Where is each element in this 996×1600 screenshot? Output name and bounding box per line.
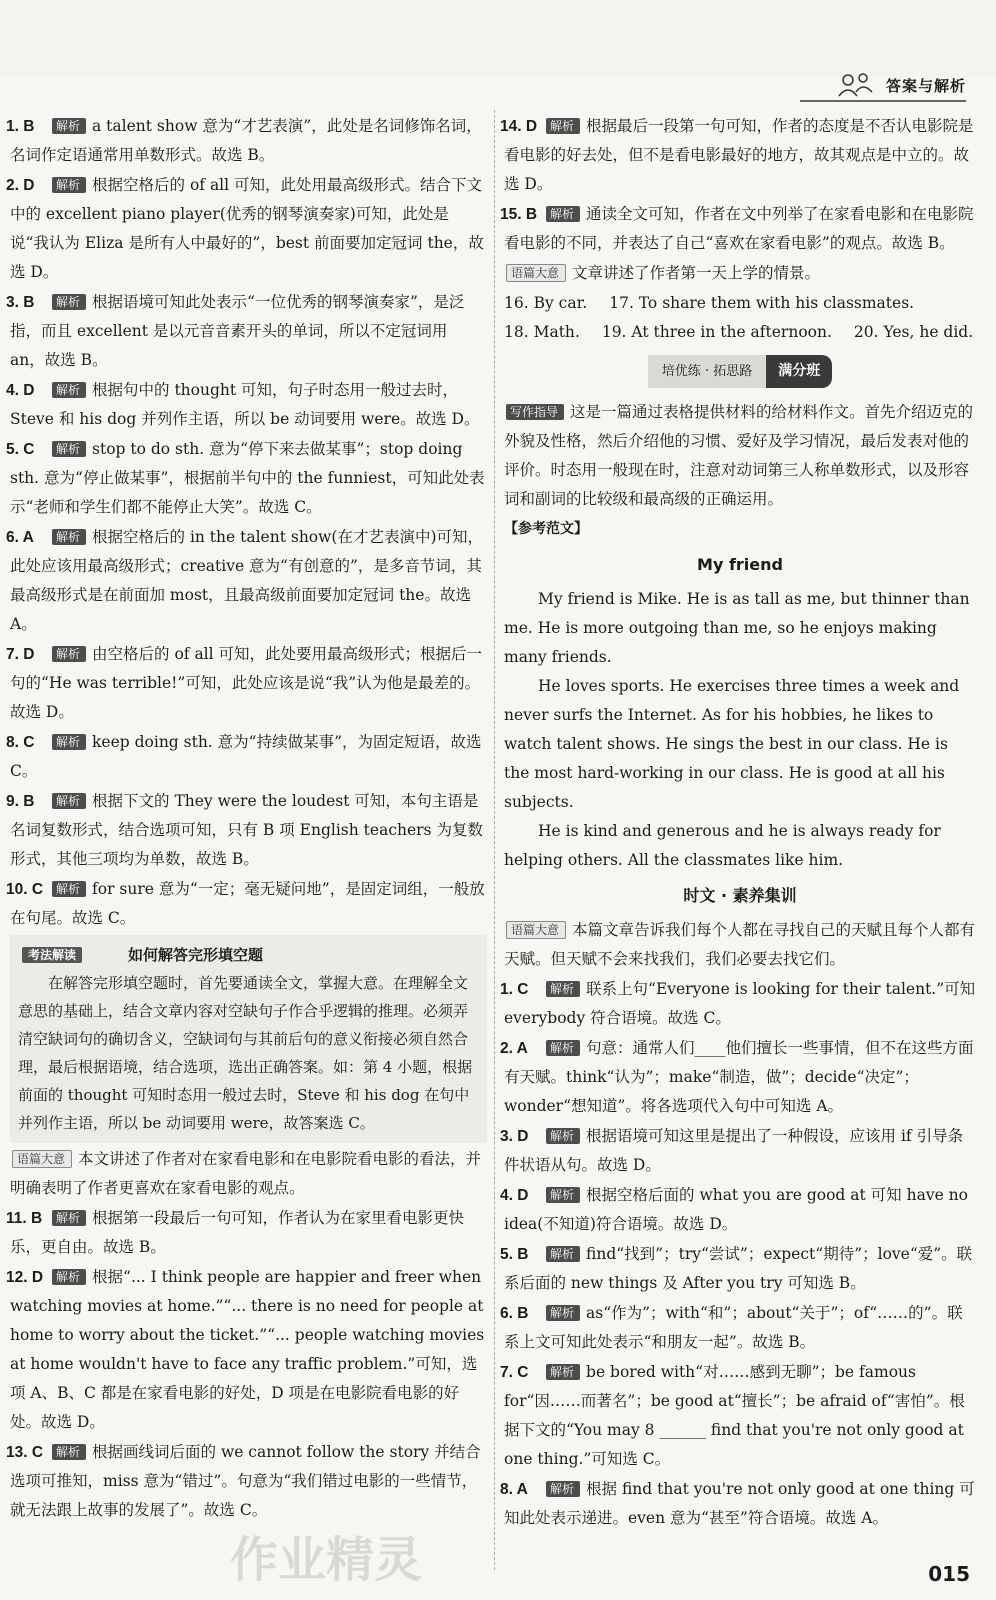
- essay: [504, 585, 976, 875]
- kaofa-text: 在解答完形填空题时，首先要通读全文，掌握大意。在理解全文意思的基础上，结合文章内容对空缺句子作合乎逻辑的推理。必须弄清空缺词句的确切含义，空缺词句与其前后句的意义衔接必须自然合理，最后根据语境，结合选项，选出正确答案。如：第 4 小题，根据前面的 thought 可知时态用一般过去时，Steve 和 his dog 在句中并列作主语，所以 be 动词要用 were，故答案选 C。: [18, 974, 473, 1132]
- answer-item: [6, 787, 487, 874]
- section-banner: [504, 355, 976, 388]
- jiexi-tag: 解析: [546, 1187, 580, 1203]
- answer-item: [500, 1240, 976, 1298]
- page-header: [836, 72, 966, 98]
- answer-item: [6, 1263, 487, 1437]
- answer-17: 17. To share them with his classmates.: [609, 294, 915, 312]
- right-column: [500, 112, 976, 1534]
- answer-item: [500, 1475, 976, 1533]
- jiexi-tag: 解析: [52, 1210, 86, 1226]
- kaofa-title: 如何解答完形填空题: [128, 946, 264, 964]
- item-number: 3. B: [6, 294, 35, 311]
- essay-paragraph: My friend is Mike. He is as tall as me, but thinner than me. He is more outgoing than me, so he enjoys making many friends.: [504, 590, 970, 666]
- short-answers: [504, 289, 976, 347]
- reference-label: 【参考范文】: [504, 521, 588, 537]
- jiexi-tag: 解析: [52, 382, 86, 398]
- answer-item: [500, 1358, 976, 1474]
- item-number: 12. D: [6, 1269, 44, 1286]
- answer-item: [6, 112, 487, 170]
- item-text: 根据句中的 thought 可知，句子时态用一般过去时，Steve 和 his dog 并列作主语，所以 be 动词要用 were。故选 D。: [10, 381, 480, 428]
- item-text: 根据空格后的 of all 可知，此处用最高级形式。结合下文中的 excellent piano player(优秀的钢琴演奏家)可知，此处是说“我认为 Eliza 是所有人中最好的”，best 前面要加定冠词 the，故选 D。: [10, 176, 484, 281]
- right-summary-2-text: 本篇文章告诉我们每个人都在寻找自己的天赋且每个人都有天赋。但天赋不会来找我们，我们必要去找它们。: [504, 921, 976, 968]
- item-number: 8. A: [500, 1481, 528, 1498]
- summary-tag: 语篇大意: [12, 1150, 72, 1168]
- item-number: 5. C: [6, 441, 35, 458]
- right-summary-1-text: 文章讲述了作者第一天上学的情景。: [572, 264, 821, 282]
- item-text: 联系上句“Everyone is looking for their talent.”可知 everybody 符合语境。故选 C。: [504, 980, 976, 1027]
- item-number: 4. D: [6, 382, 35, 399]
- watermark: 作业精灵: [230, 1532, 423, 1588]
- jiexi-tag: 解析: [546, 1246, 580, 1262]
- item-number: 15. B: [500, 206, 538, 223]
- item-text: stop to do sth. 意为“停下来去做某事”；stop doing sth. 意为“停止做某事”，根据前半句中的 the funniest，可知此处表示“老师和学生们都不能停止大笑”。故选 C。: [10, 440, 485, 516]
- jiexi-tag: 解析: [52, 1444, 86, 1460]
- item-text: as“作为”；with“和”；about“关于”；of“……的”。联系上文可知此处表示“和朋友一起”。故选 B。: [504, 1304, 963, 1351]
- summary-tag: 语篇大意: [506, 264, 566, 282]
- item-number: 8. C: [6, 734, 35, 751]
- answer-19: 19. At three in the afternoon.: [601, 323, 832, 341]
- item-number: 9. B: [6, 793, 35, 810]
- people-icon: [836, 72, 876, 98]
- left-column: [6, 112, 487, 1526]
- item-text: 根据第一段最后一句可知，作者认为在家里看电影更快乐，更自由。故选 B。: [10, 1209, 465, 1256]
- answer-item: [6, 376, 487, 434]
- answer-item: [6, 523, 487, 639]
- answer-item: [6, 640, 487, 727]
- jiexi-tag: 解析: [52, 441, 86, 457]
- answer-item: [500, 1181, 976, 1239]
- writing-guide-text: 这是一篇通过表格提供材料的给材料作文。首先介绍迈克的外貌及性格，然后介绍他的习惯、爱好及学习情况，最后发表对他的评价。时态用一般现在时，注意对动词第三人称单数形式，以及形容词和副词的比较级和最高级的正确运用。: [504, 403, 974, 508]
- jiexi-tag: 解析: [546, 981, 580, 997]
- answer-item: [500, 1034, 976, 1121]
- banner-right: 满分班: [766, 355, 832, 388]
- kaofa-tag: 考法解读: [22, 947, 82, 963]
- item-text: 根据“... I think people are happier and freer when watching movies at home.”“... there is no need for people at home to worry about the ticket.”“... people watching movies at home wouldn't have to face any traffic problem.”可知，选项 A、B、C 都是在家看电影的好处，D 项是在电影院看电影的好处。故选 D。: [10, 1268, 485, 1431]
- writing-tag: 写作指导: [506, 404, 564, 420]
- item-text: 根据最后一段第一句可知，作者的态度是不否认电影院是看电影的好去处，但不是看电影最好的地方，故其观点是中立的。故选 D。: [504, 117, 974, 193]
- item-text: 根据 find that you're not only good at one thing 可知此处表示递进。even 意为“甚至”符合语境。故选 A。: [504, 1480, 975, 1527]
- item-text: find“找到”；try“尝试”；expect“期待”；love“爱”。联系后面的 new things 及 After you try 可知选 B。: [504, 1245, 973, 1292]
- item-number: 11. B: [6, 1210, 43, 1227]
- jiexi-tag: 解析: [546, 118, 580, 134]
- item-number: 2. D: [6, 177, 35, 194]
- essay-title: My friend: [697, 555, 783, 574]
- header-title: 答案与解析: [885, 76, 966, 95]
- item-number: 7. C: [500, 1364, 529, 1381]
- jiexi-tag: 解析: [546, 1305, 580, 1321]
- item-text: 根据空格后的 in the talent show(在才艺表演中)可知，此处应该用最高级形式；creative 意为“有创意的”，是多音节词，其最高级形式是在前面加 most，且最高级前面要加定冠词 the。故选 A。: [10, 528, 483, 633]
- answer-item: [500, 1299, 976, 1357]
- answer-item: [6, 288, 487, 375]
- item-number: 4. D: [500, 1187, 529, 1204]
- essay-paragraph: He loves sports. He exercises three times a week and never surfs the Internet. As for his hobbies, he likes to watch talent shows. He sings the best in our class. He is the most hard-working in our class. He is good at all his subjects.: [504, 677, 960, 811]
- jiexi-tag: 解析: [546, 1481, 580, 1497]
- jiexi-tag: 解析: [52, 118, 86, 134]
- jiexi-tag: 解析: [52, 881, 86, 897]
- section2-title: 时文 · 素养集训: [683, 886, 797, 905]
- jiexi-tag: 解析: [52, 294, 86, 310]
- item-text: a talent show 意为“才艺表演”，此处是名词修饰名词，名词作定语通常用单数形式。故选 B。: [10, 117, 482, 164]
- item-number: 13. C: [6, 1444, 44, 1461]
- header-rule: [800, 100, 966, 102]
- item-text: be bored with“对……感到无聊”；be famous for“因……而著名”；be good at“擅长”；be afraid of“害怕”。根据下文的“You may 8 ______ find that you're not only good at one thing.”可知选 C。: [504, 1363, 965, 1468]
- answer-18: 18. Math.: [504, 323, 580, 341]
- item-text: for sure 意为“一定；毫无疑问地”，是固定词组，一般放在句尾。故选 C。: [10, 880, 485, 927]
- item-text: 句意：通常人们____他们擅长一些事情，但不在这些方面有天赋。think“认为”；make“制造，做”；decide“决定”；wonder“想知道”。将各选项代入句中可知选 A。: [504, 1039, 974, 1115]
- item-text: 根据语境可知这里是提出了一种假设，应该用 if 引导条件状语从句。故选 D。: [504, 1127, 964, 1174]
- essay-paragraph: He is kind and generous and he is always ready for helping others. All the classmates like him.: [504, 822, 941, 869]
- writing-guide: [504, 398, 976, 514]
- item-text: keep doing sth. 意为“持续做某事”，为固定短语，故选 C。: [10, 733, 482, 780]
- column-divider: [494, 110, 495, 1570]
- item-text: 根据语境可知此处表示“一位优秀的钢琴演奏家”，是泛指，而且 excellent 是以元音音素开头的单词，所以不定冠词用 an，故选 B。: [10, 293, 465, 369]
- item-number: 1. C: [500, 981, 529, 998]
- right-summary-1: [504, 259, 976, 288]
- answer-item: [6, 875, 487, 933]
- item-number: 10. C: [6, 881, 44, 898]
- answer-item: [500, 112, 976, 199]
- summary-tag: 语篇大意: [506, 921, 566, 939]
- jiexi-tag: 解析: [52, 793, 86, 809]
- item-number: 2. A: [500, 1040, 528, 1057]
- jiexi-tag: 解析: [52, 734, 86, 750]
- item-number: 6. A: [6, 529, 34, 546]
- jiexi-tag: 解析: [52, 529, 86, 545]
- item-number: 3. D: [500, 1128, 529, 1145]
- kaofa-box: [10, 935, 487, 1143]
- page-number: 015: [928, 1562, 970, 1586]
- answer-item: [6, 171, 487, 287]
- answer-item: [6, 1204, 487, 1262]
- top-band: [0, 0, 996, 78]
- left-summary-text: 本文讲述了作者对在家看电影和在电影院看电影的看法，并明确表明了作者更喜欢在家看电影的观点。: [10, 1150, 482, 1197]
- answer-item: [6, 435, 487, 522]
- jiexi-tag: 解析: [52, 1269, 86, 1285]
- item-number: 14. D: [500, 118, 538, 135]
- answer-20: 20. Yes, he did.: [853, 323, 974, 341]
- jiexi-tag: 解析: [52, 177, 86, 193]
- jiexi-tag: 解析: [546, 1128, 580, 1144]
- jiexi-tag: 解析: [52, 646, 86, 662]
- answer-16: 16. By car.: [504, 294, 588, 312]
- answer-item: [6, 728, 487, 786]
- answer-item: [500, 200, 976, 258]
- answer-item: [6, 1438, 487, 1525]
- item-number: 6. B: [500, 1305, 529, 1322]
- item-number: 7. D: [6, 646, 35, 663]
- item-text: 由空格后的 of all 可知，此处要用最高级形式；根据后一句的“He was terrible!”可知，此处应该是说“我”认为他是最差的。故选 D。: [10, 645, 483, 721]
- item-text: 根据下文的 They were the loudest 可知，本句主语是名词复数形式，结合选项可知，只有 B 项 English teachers 为复数形式，其他三项均为单数，故选 B。: [10, 792, 483, 868]
- jiexi-tag: 解析: [546, 1364, 580, 1380]
- right-summary-2: [504, 916, 976, 974]
- item-text: 通读全文可知，作者在文中列举了在家看电影和在电影院看电影的不同，并表达了自己“喜欢在家看电影”的观点。故选 B。: [504, 205, 974, 252]
- item-text: 根据空格后面的 what you are good at 可知 have no idea(不知道)符合语境。故选 D。: [504, 1186, 968, 1233]
- answer-item: [500, 975, 976, 1033]
- jiexi-tag: 解析: [546, 1040, 580, 1056]
- jiexi-tag: 解析: [546, 206, 580, 222]
- item-number: 1. B: [6, 118, 35, 135]
- left-summary: [10, 1145, 487, 1203]
- item-text: 根据画线词后面的 we cannot follow the story 并结合选项可推知，miss 意为“错过”。句意为“我们错过电影的一些情节，就无法跟上故事的发展了”。故选 C。: [10, 1443, 481, 1519]
- banner-left: 培优练 · 拓思路: [648, 355, 766, 388]
- item-number: 5. B: [500, 1246, 529, 1263]
- answer-item: [500, 1122, 976, 1180]
